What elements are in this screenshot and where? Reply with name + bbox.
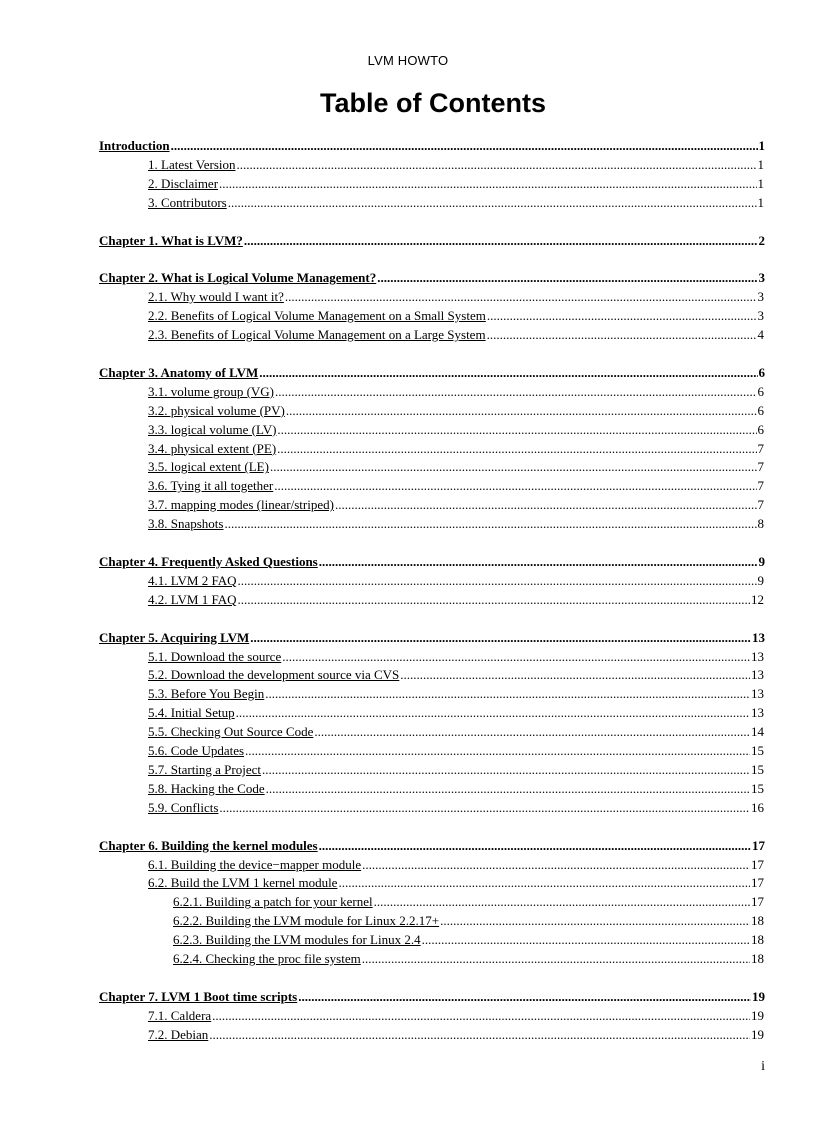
- dot-leader: [219, 799, 750, 818]
- toc-section-link[interactable]: [0, 383, 816, 402]
- dot-leader: [319, 837, 751, 856]
- toc-chapter-link[interactable]: [0, 269, 816, 288]
- toc-entry-page: 7: [757, 478, 764, 494]
- toc-entry-page: 6: [757, 383, 764, 399]
- toc-section-link[interactable]: [0, 931, 816, 950]
- dot-leader: [319, 553, 758, 572]
- toc-entry-page: 6: [757, 421, 764, 437]
- toc-section-link[interactable]: [0, 175, 816, 194]
- toc-entry-title: 3.8. Snapshots: [148, 516, 224, 532]
- dot-leader: [265, 685, 750, 704]
- toc-entry-title: 2.1. Why would I want it?: [148, 289, 284, 305]
- toc-entry-page: 16: [751, 799, 764, 815]
- toc-entry-title: 5.6. Code Updates: [148, 743, 245, 759]
- toc-section-link[interactable]: [0, 440, 816, 459]
- toc-section-link[interactable]: [0, 648, 816, 667]
- toc-chapter-link[interactable]: [0, 364, 816, 383]
- toc-section-link[interactable]: [0, 477, 816, 496]
- toc-section-link[interactable]: [0, 874, 816, 893]
- toc-entry-page: 9: [757, 572, 764, 588]
- toc-entry-title: 6.2.2. Building the LVM module for Linux 2.2.17+: [173, 913, 440, 929]
- toc-entry-page: 19: [751, 1026, 764, 1042]
- toc-entry-title: Chapter 5. Acquiring LVM: [99, 629, 250, 645]
- toc-entry-title: 7.2. Debian: [148, 1026, 209, 1042]
- toc-entry-title: 3.1. volume group (VG): [148, 383, 275, 399]
- toc-entry-page: 7: [757, 440, 764, 456]
- toc-section-link[interactable]: [0, 591, 816, 610]
- toc-section-link[interactable]: [0, 761, 816, 780]
- dot-leader: [238, 572, 757, 591]
- dot-leader: [245, 742, 750, 761]
- toc-section-link[interactable]: [0, 496, 816, 515]
- toc-entry-page: 6: [758, 365, 765, 381]
- toc-entry-page: 12: [751, 591, 764, 607]
- dot-leader: [224, 515, 756, 534]
- toc-entry-page: 18: [751, 950, 764, 966]
- dot-leader: [335, 496, 757, 515]
- dot-leader: [362, 856, 750, 875]
- dot-leader: [250, 629, 751, 648]
- toc-entry-page: 3: [757, 289, 764, 305]
- dot-leader: [298, 988, 751, 1007]
- toc-entry-title: 5.3. Before You Begin: [148, 686, 265, 702]
- dot-leader: [377, 269, 757, 288]
- dot-leader: [228, 194, 757, 213]
- dot-leader: [338, 874, 750, 893]
- toc-entry-title: 5.9. Conflicts: [148, 799, 219, 815]
- toc-chapter-link[interactable]: [0, 137, 816, 156]
- toc-section: [0, 364, 816, 534]
- toc-entry-title: 3.6. Tying it all together: [148, 478, 274, 494]
- toc-entry-page: 13: [751, 648, 764, 664]
- toc-entry-title: Introduction: [99, 138, 170, 153]
- toc-section-link[interactable]: [0, 1026, 816, 1045]
- toc-entry-title: Chapter 7. LVM 1 Boot time scripts: [99, 988, 298, 1004]
- dot-leader: [285, 288, 757, 307]
- dot-leader: [275, 383, 756, 402]
- toc-section-link[interactable]: [0, 572, 816, 591]
- toc-entry-title: 3. Contributors: [148, 194, 227, 210]
- toc-entry-page: 18: [751, 932, 764, 948]
- toc-section-link[interactable]: [0, 685, 816, 704]
- toc-entry-title: 1. Latest Version: [148, 156, 236, 172]
- toc-entry-title: 3.5. logical extent (LE): [148, 459, 269, 475]
- dot-leader: [236, 704, 750, 723]
- toc-section-link[interactable]: [0, 912, 816, 931]
- toc-entry-title: 5.7. Starting a Project: [148, 761, 262, 777]
- dot-leader: [487, 307, 757, 326]
- toc-section: [0, 232, 816, 251]
- toc-entry-title: 5.8. Hacking the Code: [148, 780, 265, 796]
- toc-section-link[interactable]: [0, 666, 816, 685]
- toc-entry-page: 6: [757, 402, 764, 418]
- toc-entry-page: 17: [751, 875, 764, 891]
- toc-entry-page: 7: [757, 497, 764, 513]
- running-header: LVM HOWTO: [367, 53, 449, 68]
- toc-section: [0, 988, 816, 1045]
- toc-entry-page: 17: [751, 894, 764, 910]
- dot-leader: [440, 912, 750, 931]
- toc-chapter-link[interactable]: [0, 629, 816, 648]
- toc-entry-page: 17: [751, 856, 764, 872]
- dot-leader: [314, 723, 750, 742]
- dot-leader: [422, 931, 750, 950]
- toc-section-link[interactable]: [0, 515, 816, 534]
- toc-section-link[interactable]: [0, 950, 816, 969]
- toc-section-link[interactable]: [0, 288, 816, 307]
- toc-entry-title: 3.3. logical volume (LV): [148, 421, 277, 437]
- toc-entry-title: 4.1. LVM 2 FAQ: [148, 572, 237, 588]
- toc-entry-page: 13: [752, 629, 765, 645]
- dot-leader: [362, 950, 750, 969]
- toc-section: [0, 629, 816, 818]
- toc-section-link[interactable]: [0, 723, 816, 742]
- dot-leader: [374, 893, 750, 912]
- toc-section: [0, 137, 816, 213]
- toc-chapter-link[interactable]: [0, 837, 816, 856]
- dot-leader: [259, 364, 757, 383]
- toc-entry-title: 7.1. Caldera: [148, 1007, 212, 1023]
- toc-entry-page: 3: [758, 270, 765, 286]
- table-of-contents: [0, 137, 816, 1064]
- toc-entry-page: 13: [751, 686, 764, 702]
- toc-entry-title: 5.2. Download the development source via CVS: [148, 667, 400, 683]
- dot-leader: [277, 440, 756, 459]
- toc-entry-title: 4.2. LVM 1 FAQ: [148, 591, 237, 607]
- toc-entry-page: 1: [758, 138, 765, 153]
- toc-entry-page: 13: [751, 705, 764, 721]
- toc-section-link[interactable]: [0, 307, 816, 326]
- toc-entry-page: 8: [757, 516, 764, 532]
- dot-leader: [212, 1007, 750, 1026]
- toc-entry-title: 5.5. Checking Out Source Code: [148, 724, 314, 740]
- dot-leader: [270, 458, 757, 477]
- toc-entry-page: 1: [757, 175, 764, 191]
- toc-section-link[interactable]: [0, 194, 816, 213]
- dot-leader: [171, 137, 758, 156]
- page-title: Table of Contents: [320, 88, 546, 118]
- dot-leader: [274, 477, 756, 496]
- toc-entry-title: 3.2. physical volume (PV): [148, 402, 285, 418]
- toc-entry-page: 15: [751, 761, 764, 777]
- toc-entry-title: Chapter 6. Building the kernel modules: [99, 837, 318, 853]
- toc-section-link[interactable]: [0, 893, 816, 912]
- toc-section-link[interactable]: [0, 1007, 816, 1026]
- toc-entry-page: 1: [757, 156, 764, 172]
- toc-section-link[interactable]: [0, 742, 816, 761]
- dot-leader: [282, 648, 750, 667]
- toc-entry-title: 2. Disclaimer: [148, 175, 219, 191]
- dot-leader: [244, 232, 758, 251]
- toc-entry-title: Chapter 3. Anatomy of LVM: [99, 365, 259, 381]
- dot-leader: [237, 156, 757, 175]
- toc-section-link[interactable]: [0, 799, 816, 818]
- toc-entry-page: 1: [757, 194, 764, 210]
- toc-entry-page: 19: [751, 1007, 764, 1023]
- toc-section-link[interactable]: [0, 421, 816, 440]
- toc-entry-page: 13: [751, 667, 764, 683]
- toc-section-link[interactable]: [0, 780, 816, 799]
- toc-chapter-link[interactable]: [0, 553, 816, 572]
- toc-entry-title: 5.4. Initial Setup: [148, 705, 235, 721]
- toc-section-link[interactable]: [0, 326, 816, 345]
- toc-section-link[interactable]: [0, 156, 816, 175]
- toc-entry-title: Chapter 4. Frequently Asked Questions: [99, 554, 318, 570]
- toc-entry-page: 19: [752, 988, 765, 1004]
- dot-leader: [286, 402, 757, 421]
- toc-section: [0, 837, 816, 969]
- toc-entry-title: 6.2. Build the LVM 1 kernel module: [148, 875, 338, 891]
- dot-leader: [487, 326, 757, 345]
- toc-entry-page: 2: [758, 232, 765, 248]
- toc-entry-page: 17: [752, 837, 765, 853]
- toc-chapter-link[interactable]: [0, 988, 816, 1007]
- dot-leader: [266, 780, 750, 799]
- toc-entry-title: Chapter 1. What is LVM?: [99, 232, 243, 248]
- dot-leader: [262, 761, 750, 780]
- toc-entry-title: 6.1. Building the device−mapper module: [148, 856, 362, 872]
- toc-section: [0, 269, 816, 345]
- toc-section-link[interactable]: [0, 402, 816, 421]
- toc-section-link[interactable]: [0, 458, 816, 477]
- dot-leader: [277, 421, 756, 440]
- toc-entry-title: 2.3. Benefits of Logical Volume Management on a Large System: [148, 327, 486, 343]
- toc-entry-title: 6.2.4. Checking the proc file system: [173, 950, 361, 966]
- toc-section-link[interactable]: [0, 704, 816, 723]
- toc-entry-page: 4: [757, 327, 764, 343]
- toc-entry-title: 6.2.1. Building a patch for your kernel: [173, 894, 373, 910]
- dot-leader: [238, 591, 751, 610]
- dot-leader: [219, 175, 756, 194]
- toc-entry-title: 5.1. Download the source: [148, 648, 282, 664]
- toc-entry-page: 18: [751, 913, 764, 929]
- page-number: i: [761, 1059, 765, 1074]
- toc-chapter-link[interactable]: [0, 232, 816, 251]
- toc-entry-page: 7: [757, 459, 764, 475]
- dot-leader: [209, 1026, 750, 1045]
- toc-entry-page: 3: [757, 308, 764, 324]
- toc-entry-page: 15: [751, 780, 764, 796]
- toc-entry-page: 14: [751, 724, 764, 740]
- toc-entry-page: 15: [751, 743, 764, 759]
- toc-entry-title: 3.4. physical extent (PE): [148, 440, 277, 456]
- toc-entry-title: Chapter 2. What is Logical Volume Management?: [99, 270, 377, 286]
- toc-entry-title: 6.2.3. Building the LVM modules for Linux 2.4: [173, 932, 421, 948]
- toc-section: [0, 553, 816, 610]
- toc-section-link[interactable]: [0, 856, 816, 875]
- toc-entry-title: 3.7. mapping modes (linear/striped): [148, 497, 334, 513]
- dot-leader: [400, 666, 750, 685]
- toc-entry-page: 9: [758, 554, 765, 570]
- toc-entry-title: 2.2. Benefits of Logical Volume Management on a Small System: [148, 308, 486, 324]
